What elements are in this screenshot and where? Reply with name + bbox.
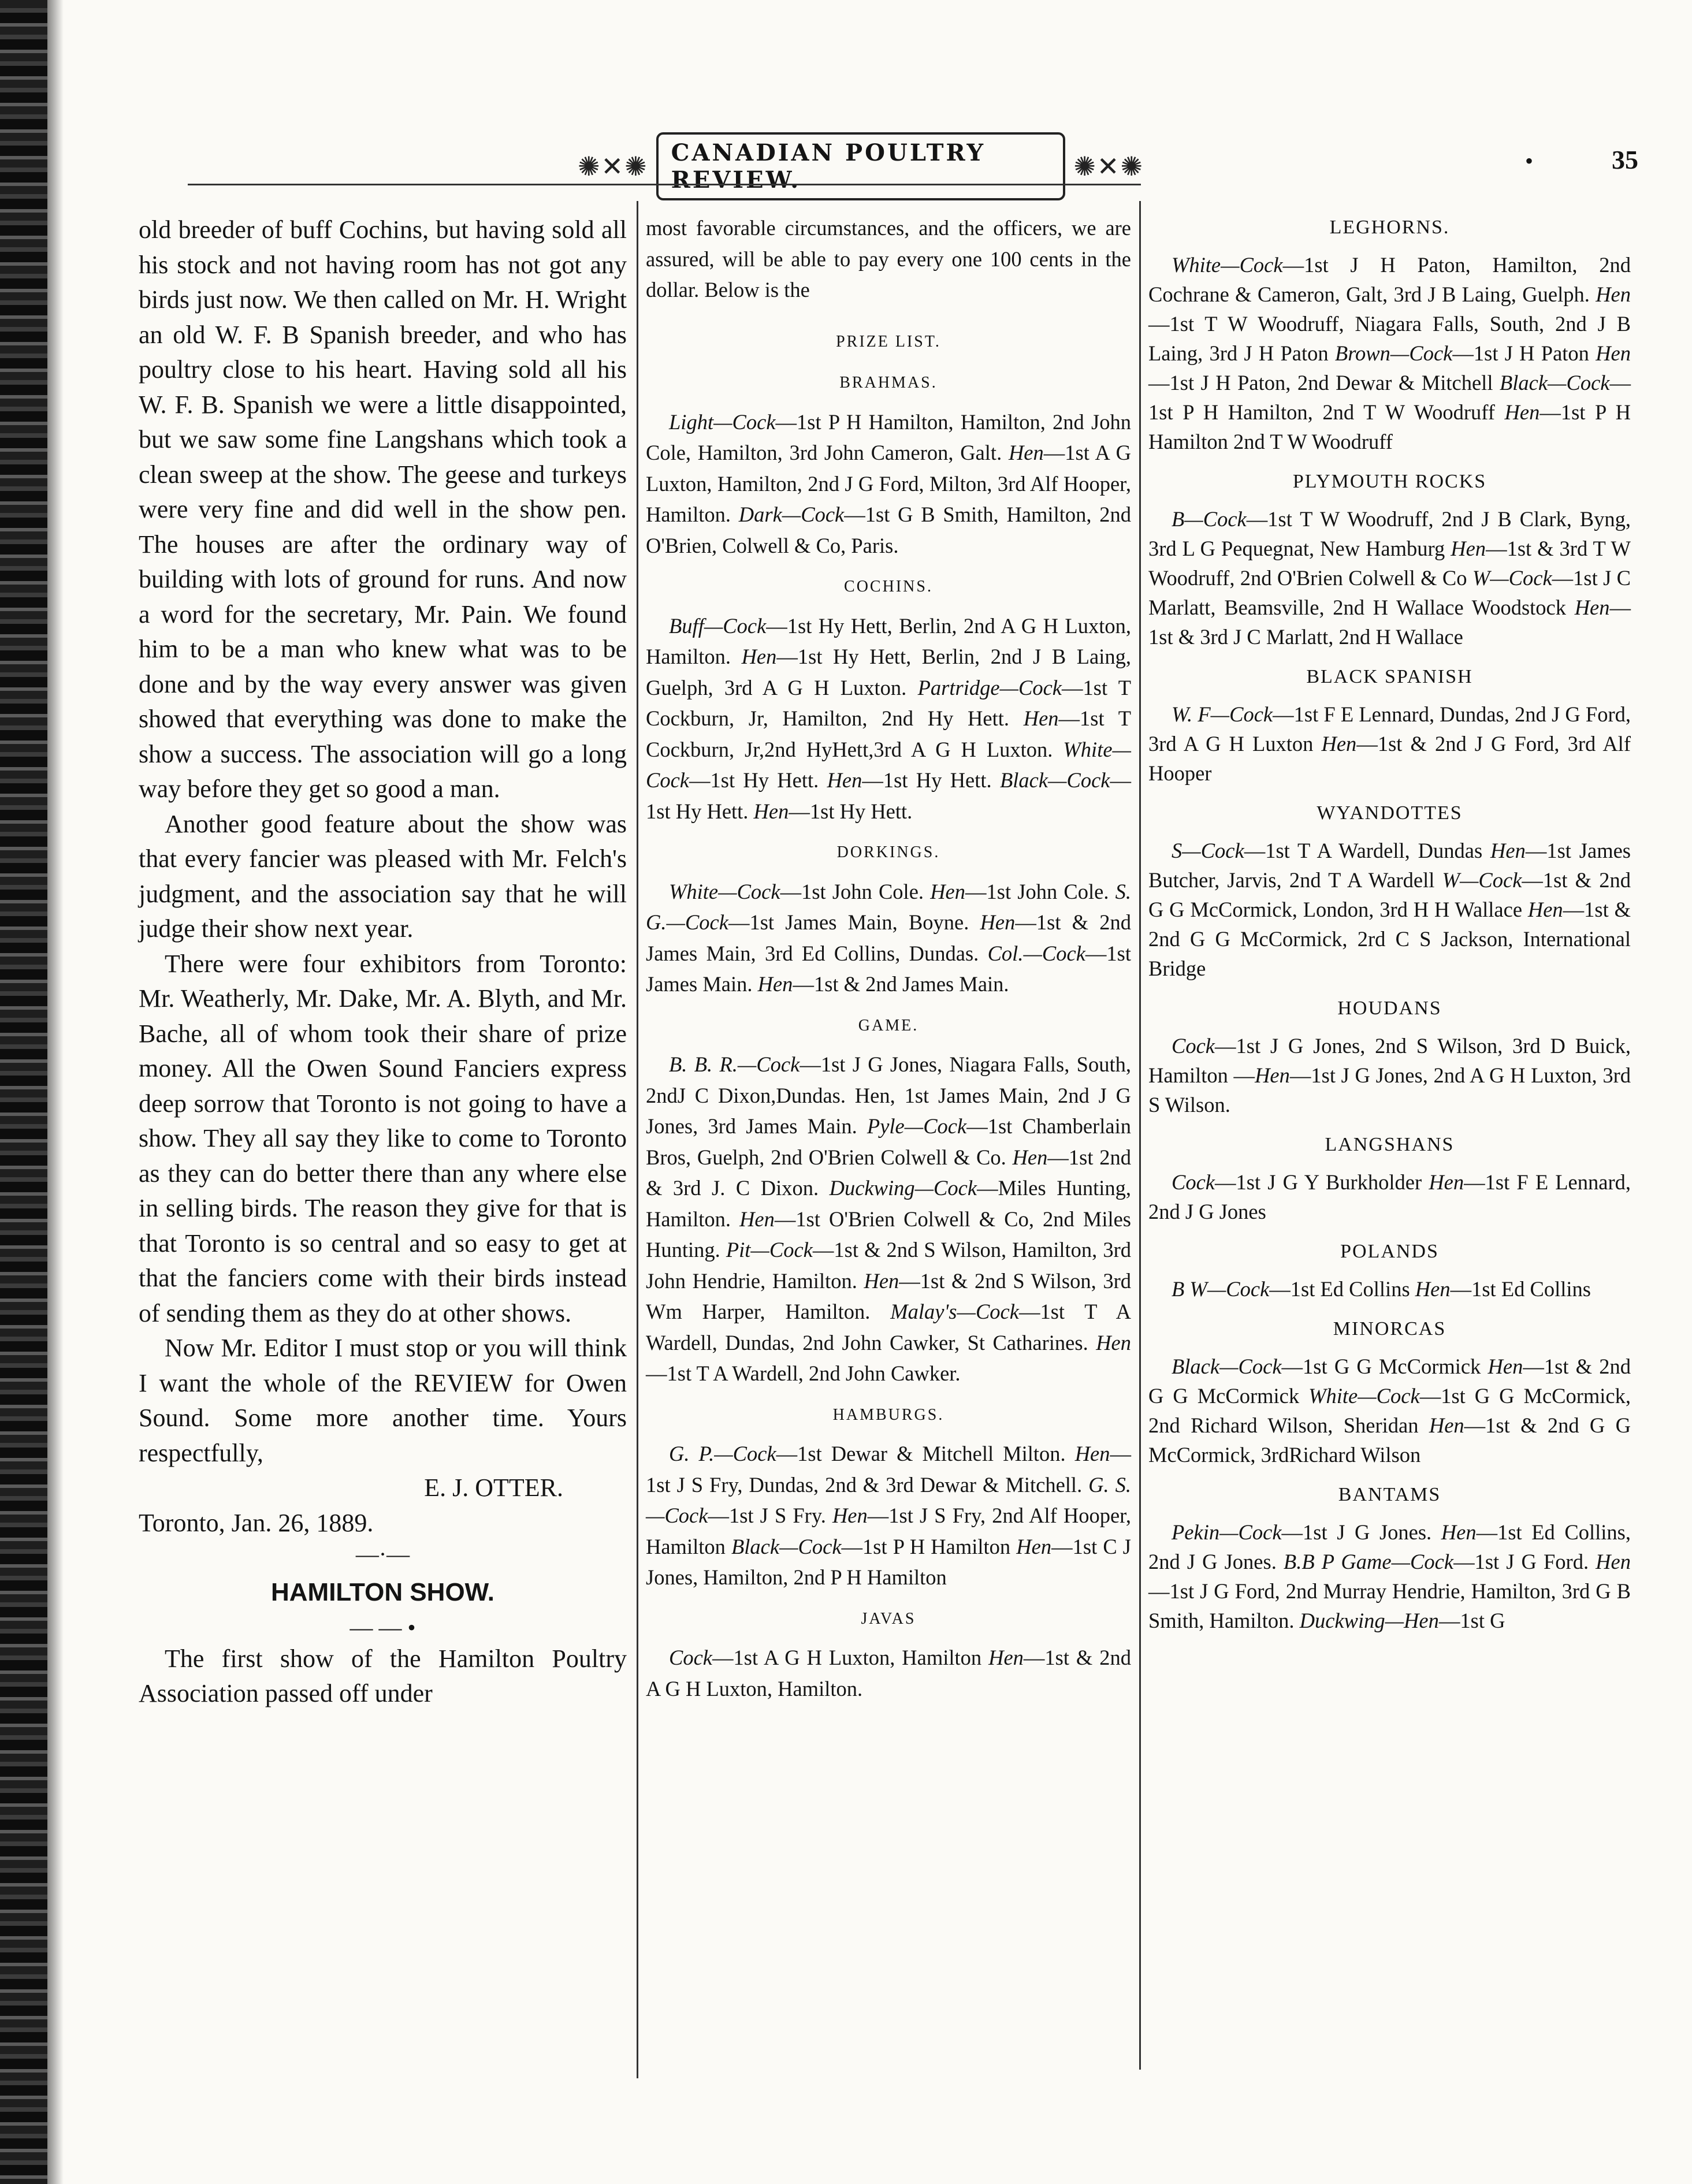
entry-winners-text: —1st Hy Hett. [646,768,1132,823]
entry-winners-text: —1st James Butcher, Jarvis, 2nd T A Wardell [1148,839,1631,892]
column-1 [139,213,627,1712]
entry-winners-text: —1st G G McCormick [1281,1355,1488,1378]
separator: — — • [349,1614,416,1640]
entry-class-label: Malay's—Cock [890,1300,1019,1323]
entry-class-label: Hen [1016,1534,1052,1558]
entry-class-label: Black—Cock [731,1534,842,1558]
entry-winners-text: —1st A G H Luxton, Hamilton [712,1646,989,1669]
entry-winners-text: —1st O'Brien Colwell & Co, 2nd Miles Hunting. [646,1207,1132,1262]
prize-entry [1148,1167,1631,1226]
page-number: 35 [1612,145,1638,174]
entry-winners-text: —1st J G Jones. [1281,1520,1441,1544]
entry-winners-text: —1st & 2nd S Wilson, 3rd Wm Harper, Hamilton. [646,1268,1131,1323]
entry-winners-text: —1st Ed Collins [1450,1277,1591,1301]
entry-winners-text: —1st J G Ford. [1453,1550,1596,1573]
entry-winners-text: —1st Hy Hett. [689,768,827,792]
prize-entry [646,1642,1131,1704]
entry-class-label: Pekin—Cock [1172,1520,1282,1544]
entry-class-label: Cock [669,1646,712,1669]
entry-winners-text: —1st James Main. [646,941,1131,996]
prize-entry [646,876,1131,1000]
entry-class-label: Cock [1172,1034,1215,1058]
journal-title: CANADIAN POULTRY REVIEW. [656,132,1066,200]
entry-class-label: Hen [1023,706,1059,730]
breed-heading: WYANDOTTES [1317,802,1463,824]
entry-class-label: Hen [1096,1330,1131,1355]
header-rule [188,184,1141,185]
column-2 [646,213,1131,1704]
breed-heading: HAMBURGS. [832,1405,944,1424]
entry-class-label: Dark—Cock [738,503,845,526]
prize-entry [1148,1517,1631,1635]
entry-winners-text: —1st A G Luxton, Hamilton, 2nd J G Ford, Milton, 3rd Alf Hooper, Hamilton. [646,441,1131,526]
entry-class-label: Black—Cock [1499,371,1610,395]
entry-winners-text: —1st T Cockburn, Jr, Hamilton, 2nd Hy Hett. [646,675,1132,730]
entry-class-label: Hen [1429,1413,1464,1437]
entry-winners-text: —1st T Cockburn, Jr,2nd HyHett,3rd A G H Luxton. [646,706,1131,761]
entry-winners-text: —1st P H Hamilton 2nd T W Woodruff [1148,400,1631,453]
entry-winners-text: —1st J G Jones, 2nd S Wilson, 3rd D Buick, Hamilton — [1148,1034,1631,1087]
paragraph: most favorable circumstances, and the officers, we are assured, will be able to pay every one 100 cents in the dollar. Below is the [646,216,1131,302]
entry-winners-text: —1st F E Lennard, 2nd J G Jones [1148,1170,1631,1223]
entry-winners-text: —1st & 2nd J G Ford, 3rd Alf Hooper [1148,732,1631,785]
breed-heading: MINORCAS [1333,1318,1446,1340]
prize-entry [1148,1352,1631,1469]
entry-winners-text: —1st G B Smith, Hamilton, 2nd O'Brien, Colwell & Co, Paris. [646,503,1131,557]
entry-class-label: W—Cock [1442,868,1522,892]
entry-winners-text: —1st Hy Hett. [789,799,913,823]
breed-heading: POLANDS [1340,1241,1439,1262]
prize-entry [1148,1274,1631,1304]
entry-class-label: Hen [1415,1277,1451,1301]
entry-class-label: White—Cock [1308,1384,1420,1408]
entry-class-label: White—Cock [1172,253,1283,277]
entry-class-label: Cock [1172,1170,1215,1194]
entry-class-label: Hen [1321,732,1357,756]
entry-winners-text: —1st John Cole. [965,879,1115,903]
entry-winners-text: —1st James Main, Boyne. [728,910,980,934]
dateline: Toronto, Jan. 26, 1889. [139,1508,374,1537]
entry-class-label: W. F—Cock [1172,702,1273,726]
column-divider [637,201,638,2078]
entry-class-label: White—Cock [646,737,1131,792]
entry-class-label: Hen [1596,282,1631,306]
entry-winners-text: —1st J H Paton, Hamilton, 2nd Cochrane & Cameron, Galt, 3rd J B Laing, Guelph. [1148,253,1631,306]
left-ornament-icon: ✺✕✺ [578,151,648,181]
scanned-page-edge [0,0,47,2184]
section-heading: HAMILTON SHOW. [270,1578,495,1606]
entry-winners-text: —1st 2nd & 3rd J. C Dixon. [646,1145,1131,1200]
paragraph: Now Mr. Editor I must stop or you will think I want the whole of the REVIEW for Owen Sound. Some more another time. Yours respectfully, [139,1334,627,1467]
entry-class-label: Hen [1255,1063,1290,1087]
entry-class-label: Hen [753,799,789,823]
breed-heading: GAME. [858,1016,919,1035]
signature: E. J. OTTER. [424,1474,563,1502]
entry-class-label: Col.—Cock [987,941,1085,965]
entry-class-label: Brown—Cock [1334,341,1453,365]
entry-winners-text: —1st Hy Hett, Berlin, 2nd A G H Luxton, Hamilton. [646,613,1131,668]
entry-class-label: Hen [1012,1145,1048,1169]
entry-winners-text: —1st John Cole. [780,879,931,903]
entry-class-label: White—Cock [669,879,780,903]
entry-winners-text: —1st P H Hamilton [841,1534,1017,1558]
entry-class-label: Light—Cock [669,410,776,434]
entry-class-label: Hen [1596,341,1631,365]
entry-class-label: G. P.—Cock [669,1442,776,1465]
entry-winners-text: —1st T A Wardell, Dundas, 2nd John Cawker, St Catharines. [646,1300,1131,1355]
entry-winners-text: —1st J G Jones, Niagara Falls, South, 2ndJ C Dixon,Dundas. Hen, 1st James Main, 2nd J G Jones, 3rd James Main. [646,1052,1131,1138]
entry-winners-text: —1st C J Jones, Hamilton, 2nd P H Hamilton [646,1534,1131,1589]
entry-class-label: Hen [827,768,862,792]
entry-class-label: Hen [864,1268,899,1293]
entry-class-label: Hen [832,1504,868,1527]
entry-winners-text: —1st J G Ford, 2nd Murray Hendrie, Hamilton, 3rd G B Smith, Hamilton. [1148,1579,1631,1632]
entry-class-label: Buff—Cock [669,613,767,638]
paragraph: old breeder of buff Cochins, but having sold all his stock and not having room has not got any birds just now. We then called on Mr. H. Wright an old W. F. B Spanish breeder, and who has poultry close to his heart. Having sold all his W. F. B. Spanish we were a little disappointed, but we saw some fine Langshans which took a clean sweep at the show. The geese and turkeys were very fine and did well in the show pen. The houses are after the ordinary way of building with lots of ground for runs. And now a word for the secretary, Mr. Pain. We found him to be a man who knew what was to be done and by the way every answer was given showed that everything was done to make the show a success. The association will go a long way before they get so good a man. [139,215,627,803]
entry-class-label: Hen [980,910,1016,934]
entry-winners-text: —1st Dewar & Mitchell Milton. [776,1442,1075,1465]
entry-class-label: G. S.—Cock [646,1472,1132,1527]
entry-winners-text: —1st & 2nd James Main. [793,972,1009,996]
entry-winners-text: —1st G [1438,1609,1505,1632]
paragraph: There were four exhibitors from Toronto: Mr. Weatherly, Mr. Dake, Mr. A. Blyth, and Mr. Bache, all of whom took their share of prize money. All the Owen Sound Fanciers express deep sorrow that Toronto is not going to have a show. They all say they like to come to Toronto as they can do better there than any where else in selling birds. The reason they give for that is that Toronto is so central and so easy to get at that the fanciers come with their birds instead of sending them as they do at other shows. [139,949,627,1327]
entry-class-label: Hen [1441,1520,1477,1544]
entry-winners-text: —1st J H Paton, 2nd Dewar & Mitchell [1148,371,1500,395]
breed-heading: DORKINGS. [836,843,940,861]
entry-class-label: B. B. R.—Cock [669,1052,800,1076]
entry-class-label: Hen [1527,898,1563,921]
entry-class-label: Duckwing—Cock [829,1176,977,1200]
entry-winners-text: —1st J C Marlatt, Beamsville, 2nd H Wallace Woodstock [1148,566,1631,619]
entry-winners-text: —1st & 2nd A G H Luxton, Hamilton. [646,1646,1131,1701]
entry-winners-text: —1st & 2nd G G McCormick, 2rd C S Jackson, International Bridge [1148,898,1631,980]
entry-winners-text: —1st T A Wardell, 2nd John Cawker. [646,1361,961,1385]
prize-entry [646,1049,1131,1389]
entry-winners-text: —1st J G Jones, 2nd A G H Luxton, 3rd S Wilson. [1148,1063,1631,1117]
column-divider [1139,201,1141,2070]
entry-class-label: B.B P Game—Cock [1283,1550,1454,1573]
prize-entry [646,1438,1131,1593]
entry-winners-text: —1st J G Y Burkholder [1215,1170,1429,1194]
entry-winners-text: —1st & 2nd G G McCormick [1148,1355,1631,1408]
entry-winners-text: —Miles Hunting, Hamilton. [646,1176,1131,1231]
entry-winners-text: —1st Hy Hett. [862,768,1000,792]
entry-class-label: B W—Cock [1172,1277,1270,1301]
entry-class-label: Hen [1429,1170,1464,1194]
entry-class-label: Hen [741,645,777,668]
entry-winners-text: —1st T W Woodruff, 2nd J B Clark, Byng, 3rd L G Pequegnat, New Hamburg [1148,507,1631,560]
entry-class-label: Hen [1488,1355,1523,1378]
separator: —·— [355,1541,410,1567]
entry-winners-text: —1st & 2nd G G McCormick, 3rdRichard Wilson [1148,1413,1631,1467]
entry-winners-text: —1st T W Woodruff, Niagara Falls, South, 2nd J B Laing, 3rd J H Paton [1148,312,1631,365]
prize-entry [1148,1031,1631,1119]
entry-class-label: Hen [1451,537,1486,560]
entry-class-label: Black—Cock [1172,1355,1282,1378]
entry-winners-text: —1st J S Fry, 2nd Alf Hooper, Hamilton [646,1504,1131,1558]
prize-entry [1148,250,1631,456]
entry-class-label: Hen [757,972,793,996]
entry-winners-text: —1st T A Wardell, Dundas [1244,839,1491,862]
entry-class-label: Pit—Cock [726,1238,813,1262]
right-ornament-icon: ✺✕✺ [1073,151,1144,181]
page-edge-shadow [47,0,64,2184]
breed-heading: LANGSHANS [1325,1134,1455,1155]
column-3 [1148,213,1631,1635]
breed-heading: PLYMOUTH ROCKS [1292,471,1487,492]
entry-winners-text: —1st & 3rd J C Marlatt, 2nd H Wallace [1148,596,1631,649]
entry-class-label: Hen [930,879,966,903]
entry-winners-text: —1st G G McCormick, 2nd Richard Wilson, Sheridan [1148,1384,1631,1437]
entry-class-label: Hen [1596,1550,1631,1573]
ink-dot-icon: • [1525,148,1534,174]
breed-heading: HOUDANS [1337,998,1442,1019]
breed-heading: BLACK SPANISH [1306,666,1473,687]
entry-winners-text: —1st & 2nd G G McCormick, London, 3rd H H Wallace [1148,868,1631,921]
prize-entry [1148,836,1631,983]
prize-entry [1148,504,1631,652]
entry-winners-text: —1st & 3rd T W Woodruff, 2nd O'Brien Colwell & Co [1148,537,1631,590]
prize-list-heading: PRIZE LIST. [836,332,941,351]
entry-winners-text: —1st Chamberlain Bros, Guelph, 2nd O'Brien Colwell & Co. [646,1114,1132,1169]
entry-class-label: Hen [988,1646,1024,1669]
entry-winners-text: —1st Hy Hett, Berlin, 2nd J B Laing, Guelph, 3rd A G H Luxton. [646,645,1131,700]
entry-class-label: S. G.—Cock [646,879,1131,934]
entry-winners-text: —1st J S Fry. [708,1504,832,1527]
prize-entry [646,407,1131,561]
breed-heading: BRAHMAS. [839,374,938,392]
entry-winners-text: —1st & 2nd S Wilson, Hamilton, 3rd John Hendrie, Hamilton. [646,1238,1131,1293]
paragraph: The first show of the Hamilton Poultry Association passed off under [139,1644,627,1707]
entry-class-label: Duckwing—Hen [1299,1609,1439,1632]
entry-class-label: Pyle—Cock [867,1114,967,1138]
entry-class-label: W—Cock [1472,566,1552,590]
breed-heading: LEGHORNS. [1329,217,1450,238]
entry-class-label: Black—Cock [999,768,1110,792]
entry-winners-text: —1st & 2nd James Main, 3rd Ed Collins, Dundas. [646,910,1131,965]
entry-winners-text: —1st P H Hamilton, Hamilton, 2nd John Cole, Hamilton, 3rd John Cameron, Galt. [646,410,1131,464]
entry-class-label: Hen [1574,596,1610,619]
entry-class-label: B—Cock [1172,507,1247,531]
entry-winners-text: —1st J H Paton [1452,341,1596,365]
paragraph: Another good feature about the show was that every fancier was pleased with Mr. Felch's judgment, and the association say that he will judge their show next year. [139,809,627,943]
entry-class-label: Hen [1008,441,1044,464]
entry-winners-text: —1st F E Lennard, Dundas, 2nd J G Ford, 3rd A G H Luxton [1148,702,1631,756]
breed-heading: JAVAS [861,1609,916,1628]
breed-heading: COCHINS. [844,578,933,596]
prize-entry [646,611,1131,827]
breed-heading: BANTAMS [1338,1484,1441,1505]
entry-class-label: Hen [1074,1442,1110,1465]
prize-entry [1148,700,1631,788]
entry-class-label: Partridge—Cock [917,675,1062,700]
entry-class-label: Hen [739,1207,775,1231]
entry-winners-text: —1st Ed Collins, 2nd J G Jones. [1148,1520,1631,1573]
entry-winners-text: —1st Ed Collins [1269,1277,1415,1301]
entry-class-label: Hen [1504,400,1540,424]
entry-winners-text: —1st J S Fry, Dundas, 2nd & 3rd Dewar & Mitchell. [646,1442,1131,1497]
entry-winners-text: —1st P H Hamilton, 2nd T W Woodruff [1148,371,1631,424]
entry-class-label: S—Cock [1172,839,1244,862]
entry-class-label: Hen [1490,839,1526,862]
